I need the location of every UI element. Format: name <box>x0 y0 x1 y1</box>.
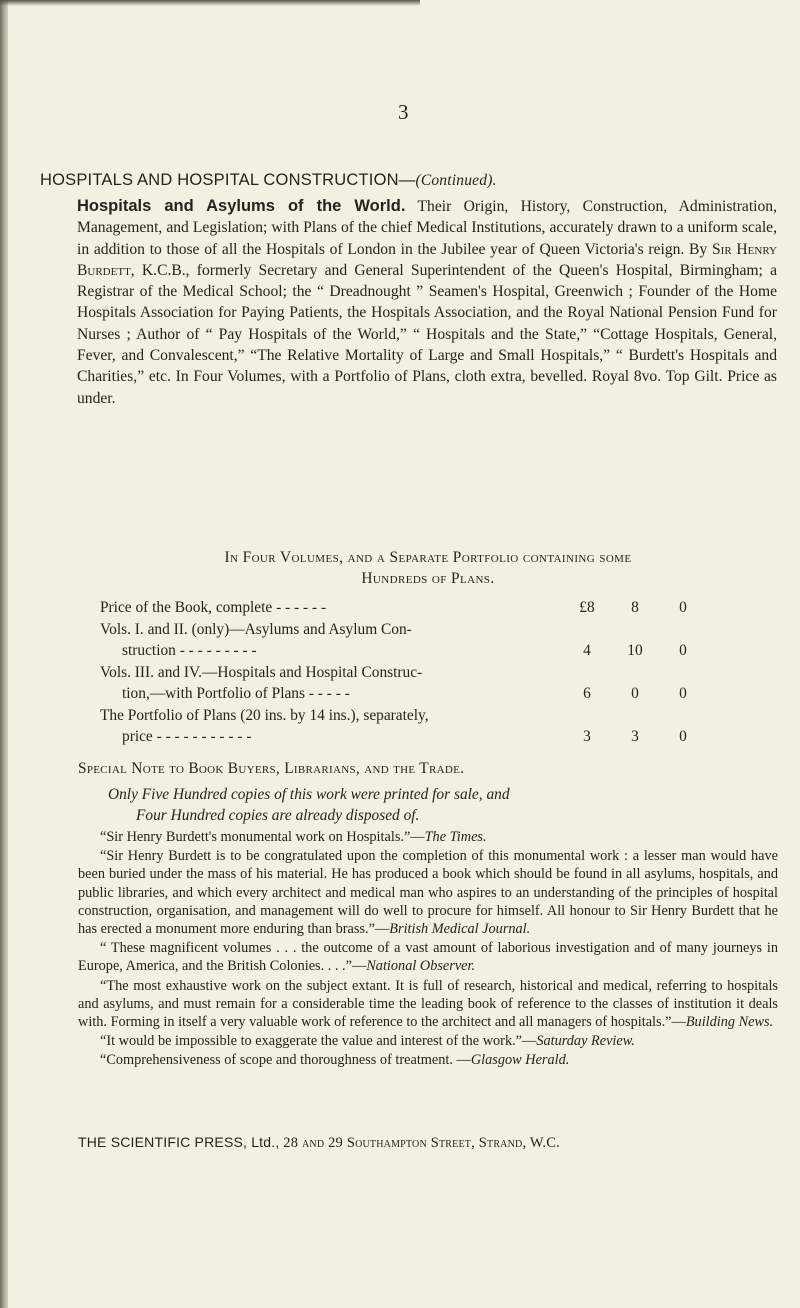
limited-edition-line2: Four Hundred copies are already disposed of. <box>136 807 420 824</box>
price-pounds: 4 <box>583 642 591 659</box>
price-row-label-cont: tion,—with Portfolio of Plans - - - - - <box>122 685 350 702</box>
price-pence: 0 <box>679 728 687 745</box>
price-row-label: Price of the Book, complete - - - - - - <box>100 599 327 616</box>
review-source: National Observer. <box>366 958 476 975</box>
price-pence: 0 <box>679 685 687 702</box>
price-pence: 0 <box>679 642 687 659</box>
price-pence: 0 <box>679 599 687 616</box>
review-source: British Medical Journal. <box>389 921 531 938</box>
volumes-heading <box>78 547 778 589</box>
volumes-heading-line2: Hundreds of Plans. <box>361 570 495 587</box>
section-header-continued: (Continued). <box>415 172 497 189</box>
review-source: Glasgow Herald. <box>470 1052 570 1069</box>
price-pounds: 3 <box>583 728 591 745</box>
price-row <box>100 662 700 704</box>
publisher-address: 28 and 29 Southampton Street, Strand, W.C. <box>279 1135 560 1151</box>
price-shillings: 3 <box>631 728 639 745</box>
review-text: “It would be impossible to exaggerate the value and interest of the work.”— <box>100 1033 537 1050</box>
review-quote <box>78 1051 778 1069</box>
book-description-part2: , K.C.B., formerly Secretary and General Superintendent of the Queen's Hospital, Birmingham; a Registrar of the Medical School; the “ Dreadnought ” Seamen's Hospital, Greenwich ; Founder of the Home Hospitals Association for Paying Patients, the Hospitals Association, and the Royal National Pension Fund for Nurses ; Author of “ Pay Hospitals of the World,” “ Hospitals and the State,” “Cottage Hospitals, General, Fever, and Convalescent,” “The Relative Mortality of Large and Small Hospitals,” “ Burdett's Hospitals and Charities,” etc. In Four Volumes, with a Portfolio of Plans, cloth extra, bevelled. Royal 8vo. Top Gilt. Price as under. <box>77 261 777 407</box>
page-edge-shadow <box>0 0 8 1308</box>
publisher-footer <box>78 1134 798 1152</box>
price-shillings: 8 <box>631 599 639 616</box>
review-quote <box>78 977 778 1032</box>
review-text: “Sir Henry Burdett is to be congratulated upon the completion of this monumental work : a lesser man would have been buried under the mass of his material. He has produced a book which should be found in all asylums, hospitals, and public libraries, and which every architect and medical man who aspires to an understanding of the principles of hospital construction, organisation, and management will do well to procure for himself. All honour to Sir Henry Burdett that he has erected a monument more enduring than brass.”— <box>78 848 778 938</box>
price-row-label-cont: struction - - - - - - - - - <box>122 642 257 659</box>
review-text: “The most exhaustive work on the subject extant. It is full of research, historical and medical, referring to hospitals and asylums, and must remain for a considerable time the leading book of reference to the classes of institution it deals with. Forming in itself a very valuable work of reference to the architect and all managers of hospitals.”— <box>78 977 778 1031</box>
review-quote <box>78 1032 778 1050</box>
price-row <box>100 597 700 618</box>
publisher-name: THE SCIENTIFIC PRESS, Ltd., <box>78 1134 280 1150</box>
price-row-label: The Portfolio of Plans (20 ins. by 14 ins.), separately, <box>100 707 429 724</box>
book-title: Hospitals and Asylums of the World. <box>77 197 406 215</box>
price-row-label: Vols. I. and II. (only)—Asylums and Asylum Con- <box>100 621 412 638</box>
price-row <box>100 705 700 747</box>
book-author: Sir Henry Burdett <box>77 240 777 279</box>
price-row <box>100 619 700 661</box>
page-number: 3 <box>398 100 409 124</box>
review-quote <box>78 847 778 938</box>
review-text: “Comprehensiveness of scope and thoroughness of treatment. — <box>100 1052 471 1069</box>
review-quote <box>78 828 778 846</box>
review-text: “Sir Henry Burdett's monumental work on Hospitals.”— <box>100 829 425 845</box>
price-shillings: 10 <box>627 642 643 659</box>
section-header <box>40 171 780 190</box>
price-pounds: £8 <box>579 599 595 616</box>
review-source: The Times. <box>424 829 487 845</box>
review-text: “ These magnificent volumes . . . the outcome of a vast amount of laborious investigation and of many journeys in Europe, America, and the British Colonies. . . .”— <box>78 940 778 975</box>
limited-edition-note <box>108 784 778 826</box>
special-note-heading: Special Note to Book Buyers, Librarians, and the Trade. <box>78 760 465 777</box>
review-quote <box>78 939 778 975</box>
review-source: Saturday Review. <box>536 1033 635 1050</box>
page-top-shadow <box>0 0 420 6</box>
review-source: Building News. <box>685 1014 774 1031</box>
book-description-part1: Their Origin, History, Construction, Administration, Management, and Legislation; with Plans of the chief Medical Institutions, accurately drawn to a uniform scale, in addition to those of all the Hospitals of London in the Jubilee year of Queen Victoria's reign. By <box>77 198 777 258</box>
price-shillings: 0 <box>631 685 639 702</box>
price-pounds: 6 <box>583 685 591 702</box>
price-row-label-cont: price - - - - - - - - - - - <box>122 728 252 745</box>
limited-edition-line1: Only Five Hundred copies of this work were printed for sale, and <box>108 786 510 803</box>
price-list <box>100 597 700 747</box>
press-reviews <box>78 828 778 1071</box>
volumes-heading-line1: In Four Volumes, and a Separate Portfolio containing some <box>224 549 632 566</box>
price-row-label: Vols. III. and IV.—Hospitals and Hospital Construc- <box>100 664 423 681</box>
section-header-title: HOSPITALS AND HOSPITAL CONSTRUCTION— <box>40 171 416 189</box>
book-entry <box>77 196 777 409</box>
